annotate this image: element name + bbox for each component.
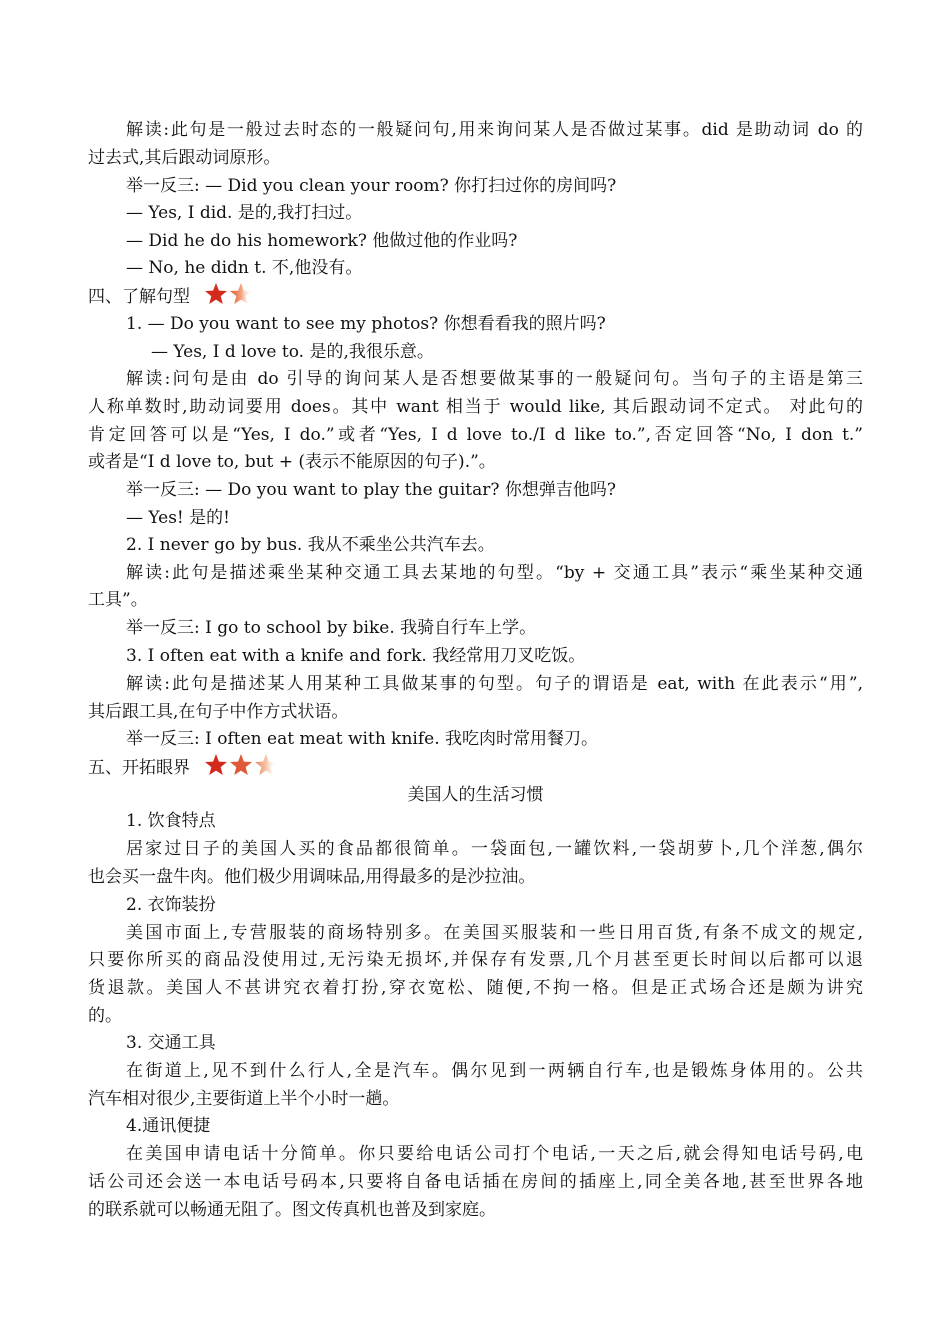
paragraph-line: 人称单数时,助动词要用 does。其中 want 相当于 would like, 其后跟动词不定式。 对此句的 bbox=[88, 397, 863, 417]
paragraph-line: 居家过日子的美国人买的食品都很简单。一袋面包,一罐饮料,一袋胡萝卜,几个洋葱,偶尔 bbox=[126, 839, 863, 859]
star-icon bbox=[230, 754, 252, 775]
example-line: 举一反三: I often eat meat with knife. 我吃肉时常用餐刀。 bbox=[126, 729, 599, 749]
paragraph-line: 解读:问句是由 do 引导的询问某人是否想要做某事的一般疑问句。当句子的主语是第三 bbox=[126, 369, 863, 389]
difficulty-rating bbox=[204, 753, 284, 777]
example-line: 举一反三: I go to school by bike. 我骑自行车上学。 bbox=[126, 618, 537, 638]
sentence-pattern: 3. I often eat with a knife and fork. 我经常用刀叉吃饭。 bbox=[126, 646, 586, 666]
example-line: — Yes, I did. 是的,我打扫过。 bbox=[126, 203, 363, 223]
star-icon bbox=[255, 754, 277, 775]
paragraph-line: 美国市面上,专营服装的商场特别多。在美国买服装和一些日用百货,有条不成文的规定, bbox=[126, 923, 863, 943]
section-title: 五、开拓眼界 bbox=[88, 758, 190, 778]
paragraph-line: 的联系就可以畅通无阻了。图文传真机也普及到家庭。 bbox=[88, 1200, 496, 1220]
sentence-pattern: 1. — Do you want to see my photos? 你想看看我的照片吗? bbox=[126, 314, 606, 334]
paragraph-line: 肯定回答可以是“Yes, I do.”或者“Yes, I d love to./I d like to.”,否定回答“No, I don t.” bbox=[88, 425, 863, 445]
paragraph-line: 的。 bbox=[88, 1006, 122, 1026]
subheading: 2. 衣饰装扮 bbox=[126, 895, 216, 915]
subheading: 4.通讯便捷 bbox=[126, 1116, 211, 1136]
paragraph-line: 工具”。 bbox=[88, 590, 148, 610]
section-heading-five bbox=[88, 753, 284, 781]
subheading: 3. 交通工具 bbox=[126, 1033, 216, 1053]
paragraph-line: 也会买一盘牛肉。他们极少用调味品,用得最多的是沙拉油。 bbox=[88, 867, 536, 887]
star-icon bbox=[205, 283, 227, 304]
example-line: — Yes! 是的! bbox=[126, 508, 231, 528]
example-line: 举一反三: — Do you want to play the guitar? 你想弹吉他吗? bbox=[126, 480, 617, 500]
sentence-pattern: 2. I never go by bus. 我从不乘坐公共汽车去。 bbox=[126, 535, 495, 555]
example-line: — Did he do his homework? 他做过他的作业吗? bbox=[126, 231, 518, 251]
paragraph-line: 货退款。美国人不甚讲究衣着打扮,穿衣宽松、随便,不拘一格。但是正式场合还是颇为讲究 bbox=[88, 978, 863, 998]
paragraph-line: 只要你所买的商品没使用过,无污染无损坏,并保存有发票,几个月甚至更长时间以后都可以退 bbox=[88, 950, 863, 970]
paragraph-line: 解读:此句是描述乘坐某种交通工具去某地的句型。“by + 交通工具”表示“乘坐某种交通 bbox=[126, 563, 863, 583]
star-icon bbox=[205, 754, 227, 775]
paragraph-line: 其后跟工具,在句子中作方式状语。 bbox=[88, 702, 349, 722]
example-line: — No, he didn t. 不,他没有。 bbox=[126, 258, 363, 278]
star-icon bbox=[230, 283, 252, 304]
difficulty-rating bbox=[204, 282, 256, 306]
paragraph-line: 或者是“I d love to, but + (表示不能原因的句子).”。 bbox=[88, 452, 496, 472]
paragraph-line: 汽车相对很少,主要街道上半个小时一趟。 bbox=[88, 1089, 400, 1109]
paragraph-line: 在美国申请电话十分简单。你只要给电话公司打个电话,一天之后,就会得知电话号码,电 bbox=[126, 1144, 863, 1164]
example-line: 举一反三: — Did you clean your room? 你打扫过你的房间吗? bbox=[126, 176, 617, 196]
paragraph-line: 在街道上,见不到什么行人,全是汽车。偶尔见到一两辆自行车,也是锻炼身体用的。公共 bbox=[126, 1061, 863, 1081]
section-heading-four bbox=[88, 282, 256, 310]
paragraph-line: 过去式,其后跟动词原形。 bbox=[88, 148, 281, 168]
sentence-pattern: — Yes, I d love to. 是的,我很乐意。 bbox=[151, 342, 434, 362]
paragraph-line: 话公司还会送一本电话号码本,只要将自备电话插在房间的插座上,同全美各地,甚至世界各地 bbox=[88, 1172, 863, 1192]
subheading: 1. 饮食特点 bbox=[126, 811, 216, 831]
section-title: 四、了解句型 bbox=[88, 287, 190, 307]
article-title: 美国人的生活习惯 bbox=[407, 785, 544, 805]
paragraph-line: 解读:此句是描述某人用某种工具做某事的句型。句子的谓语是 eat, with 在此表示“用”, bbox=[126, 674, 863, 694]
paragraph-line: 解读:此句是一般过去时态的一般疑问句,用来询问某人是否做过某事。did 是助动词 do 的 bbox=[126, 120, 863, 140]
